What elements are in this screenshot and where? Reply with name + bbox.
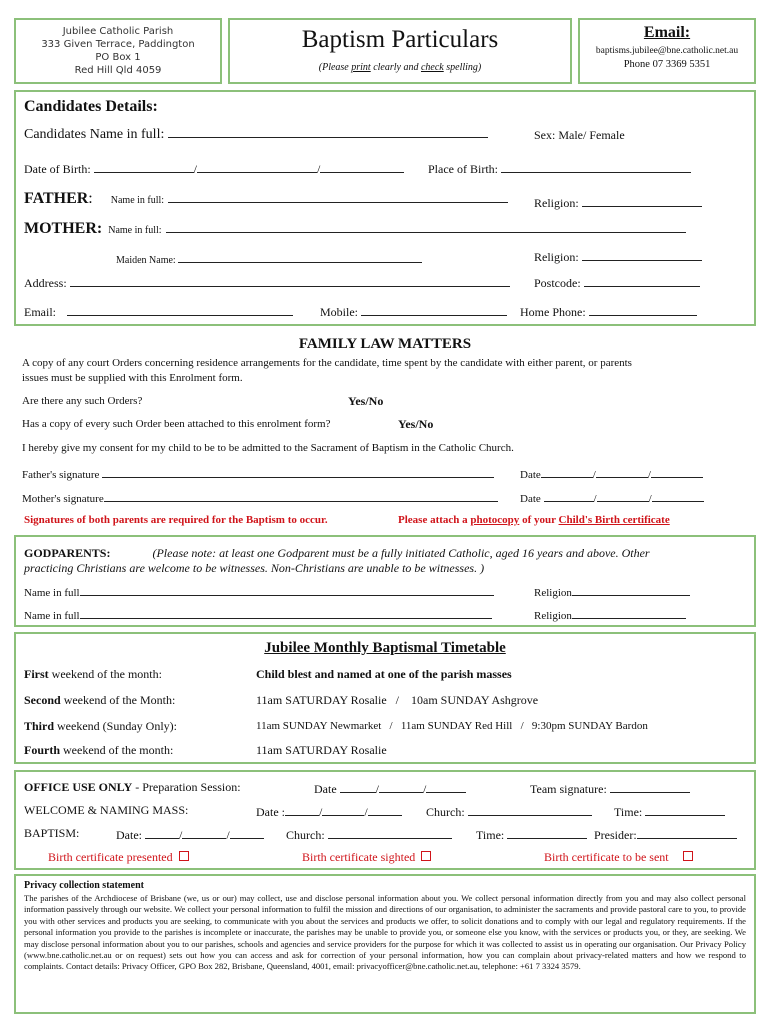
page-subtitle: (Please print clearly and check spelling) bbox=[318, 62, 482, 73]
parish-name: Jubilee Catholic Parish bbox=[62, 26, 174, 37]
email-field[interactable] bbox=[67, 303, 293, 316]
office-prep-date: Date / / bbox=[314, 780, 466, 797]
address-row: Address: bbox=[24, 274, 510, 291]
family-law-para-line1: A copy of any court Orders concerning residence arrangements for the candidate, time spent by the candidate with either parent, or parents bbox=[22, 357, 632, 369]
cert-sent-checkbox[interactable] bbox=[683, 851, 693, 861]
baptism-church-field[interactable] bbox=[328, 826, 452, 839]
godparent2-religion-field[interactable] bbox=[572, 606, 686, 619]
prep-date-day[interactable] bbox=[340, 780, 376, 793]
timetable-section bbox=[14, 632, 756, 764]
page-title: Baptism Particulars bbox=[301, 26, 499, 53]
mother-row: MOTHER: Name in full: bbox=[24, 220, 686, 238]
office-prep-row: OFFICE USE ONLY - Preparation Session: bbox=[24, 780, 241, 794]
dob-row: Date of Birth: / / bbox=[24, 160, 404, 177]
postcode-field[interactable] bbox=[584, 274, 700, 287]
welcome-date-year[interactable] bbox=[368, 803, 402, 816]
homephone-field[interactable] bbox=[589, 303, 697, 316]
baptism-presider-field[interactable] bbox=[637, 826, 737, 839]
mother-date-year[interactable] bbox=[652, 489, 704, 502]
mother-signature-field[interactable] bbox=[104, 489, 498, 502]
contact-email[interactable]: baptisms.jubilee@bne.catholic.net.au bbox=[595, 46, 739, 56]
candidate-name-field[interactable] bbox=[168, 125, 488, 138]
signatures-warning: Signatures of both parents are required for the Baptism to occur. bbox=[24, 514, 328, 526]
title-box bbox=[228, 18, 572, 84]
mother-religion-field[interactable] bbox=[582, 248, 702, 261]
privacy-heading: Privacy collection statement bbox=[24, 880, 144, 891]
sex-field[interactable]: Sex: Male/ Female bbox=[534, 128, 625, 142]
timetable-detail-fourth: 11am SATURDAY Rosalie bbox=[256, 743, 387, 757]
father-signature-field[interactable] bbox=[102, 465, 494, 478]
welcome-time-field[interactable] bbox=[645, 803, 725, 816]
dob-year-field[interactable] bbox=[320, 160, 404, 173]
candidates-heading: Candidates Details: bbox=[24, 98, 158, 115]
office-baptism-date: Date: / / bbox=[116, 826, 264, 843]
copy-answer[interactable]: Yes/No bbox=[398, 417, 434, 431]
father-row: FATHER: Name in full: bbox=[24, 190, 508, 208]
parish-address-line3: Red Hill Qld 4059 bbox=[74, 65, 162, 76]
baptism-date-day[interactable] bbox=[145, 826, 179, 839]
godparent2-row: Name in full bbox=[24, 606, 492, 622]
timetable-row-fourth: Fourth weekend of the month: bbox=[24, 743, 174, 757]
godparent1-name-field[interactable] bbox=[80, 583, 494, 596]
family-law-para-line2: issues must be supplied with this Enrolment form. bbox=[22, 372, 243, 384]
contact-phone: Phone 07 3369 5351 bbox=[623, 59, 711, 70]
cert-presented-checkbox[interactable] bbox=[179, 851, 189, 861]
father-date-month[interactable] bbox=[596, 465, 648, 478]
godparent2-religion-row: Religion bbox=[534, 606, 686, 622]
office-team-signature: Team signature: bbox=[530, 780, 690, 797]
pob-field[interactable] bbox=[501, 160, 691, 173]
office-baptism-church: Church: bbox=[286, 826, 452, 843]
photocopy-warning: Please attach a photocopy of your Child's Birth certificate bbox=[398, 514, 670, 526]
welcome-church-field[interactable] bbox=[468, 803, 592, 816]
timetable-detail-second: 11am SATURDAY Rosalie / 10am SUNDAY Ashgrove bbox=[256, 693, 539, 707]
orders-question: Are there any such Orders? bbox=[22, 395, 143, 407]
father-date-year[interactable] bbox=[651, 465, 703, 478]
dob-month-field[interactable] bbox=[197, 160, 317, 173]
postcode-row: Postcode: bbox=[534, 274, 700, 291]
office-use-section bbox=[14, 770, 756, 870]
contact-box bbox=[578, 18, 756, 84]
parish-address-box bbox=[14, 18, 222, 84]
father-signature-row: Father's signature bbox=[22, 465, 494, 481]
timetable-heading: Jubilee Monthly Baptismal Timetable bbox=[264, 640, 506, 656]
address-field[interactable] bbox=[70, 274, 510, 287]
office-welcome-church: Church: bbox=[426, 803, 592, 820]
orders-answer[interactable]: Yes/No bbox=[348, 394, 384, 408]
office-baptism-label: BAPTISM: bbox=[24, 826, 80, 840]
prep-date-year[interactable] bbox=[426, 780, 466, 793]
homephone-row: Home Phone: bbox=[520, 303, 697, 320]
godparent1-religion-row: Religion bbox=[534, 583, 690, 599]
parish-address-line2: PO Box 1 bbox=[95, 52, 141, 63]
timetable-row-third: Third weekend (Sunday Only): bbox=[24, 719, 177, 733]
godparents-section bbox=[14, 535, 756, 627]
godparent1-row: Name in full bbox=[24, 583, 494, 599]
team-signature-field[interactable] bbox=[610, 780, 690, 793]
privacy-section bbox=[14, 874, 756, 1014]
cert-presented-option[interactable]: Birth certificate presented bbox=[48, 850, 189, 865]
office-welcome-time: Time: bbox=[614, 803, 725, 820]
office-welcome-date: Date : / / bbox=[256, 803, 402, 820]
father-religion-field[interactable] bbox=[582, 194, 702, 207]
maiden-name-field[interactable] bbox=[178, 250, 422, 263]
office-welcome-label: WELCOME & NAMING MASS: bbox=[24, 803, 189, 817]
copy-question: Has a copy of every such Order been attached to this enrolment form? bbox=[22, 418, 331, 430]
privacy-text: The parishes of the Archdiocese of Brisbane (we, us or our) may collect, use and disclose personal information about you. We collect personal information directly from you and may also collect personal information passively through our website. We collect your personal information to fulfil the mission and directions of our organisation, to administer the sacraments and provide pastoral care to you, to provide you with other services and products you are seeking, to communicate with you about the services and products we offer, to solicit donations and to comply with our legal and regulatory requirements. If the personal information you provide to the parishes is incomplete or inaccurate, the parishes may be unable to provide you, or someone else you know, with the services or products you, or they, are seeking. We may disclose personal information about you to our parishes, schools and agencies and service providers for the purpose for which it was collected to assist us in operating our organisation. Our Privacy Policy (www.bne.catholic.net.au or on request) sets out how you can access and ask for correction of your personal information, how you can complain about privacy-related matters and how we respond to complaints. Contact details: Privacy Officer, GPO Box 282, Brisbane, Queensland, 4001, email: privacyofficer@bne.catholic.net.au, telephone: +61 7 3324 3579. bbox=[24, 893, 746, 972]
dob-day-field[interactable] bbox=[94, 160, 194, 173]
baptism-date-year[interactable] bbox=[230, 826, 264, 839]
father-name-field[interactable] bbox=[168, 190, 508, 203]
cert-sent-option[interactable]: Birth certificate to be sent bbox=[544, 850, 693, 865]
cert-sighted-checkbox[interactable] bbox=[421, 851, 431, 861]
mobile-row: Mobile: bbox=[320, 303, 507, 320]
office-baptism-time: Time: bbox=[476, 826, 587, 843]
father-religion-row: Religion: bbox=[534, 194, 702, 211]
prep-date-month[interactable] bbox=[379, 780, 423, 793]
baptism-time-field[interactable] bbox=[507, 826, 587, 839]
office-baptism-presider: Presider: bbox=[594, 826, 737, 843]
godparents-heading-row: GODPARENTS: (Please note: at least one Godparent must be a fully initiated Catholic, aged 16 years and above. Other bbox=[24, 546, 650, 560]
mother-date-month[interactable] bbox=[597, 489, 649, 502]
mother-religion-row: Religion: bbox=[534, 248, 702, 265]
email-row: Email: bbox=[24, 303, 293, 320]
welcome-date-month[interactable] bbox=[322, 803, 364, 816]
candidates-section bbox=[14, 90, 756, 326]
godparents-note-line2: practicing Christians are welcome to be witnesses. Non-Christians are unable to be witnesses. ) bbox=[24, 561, 485, 575]
pob-row: Place of Birth: bbox=[428, 160, 691, 177]
cert-sighted-option[interactable]: Birth certificate sighted bbox=[302, 850, 431, 865]
mother-signature-row: Mother's signature bbox=[22, 489, 498, 505]
candidate-name-row: Candidates Name in full: bbox=[24, 125, 488, 143]
father-date-day[interactable] bbox=[541, 465, 593, 478]
godparent2-name-field[interactable] bbox=[80, 606, 492, 619]
mobile-field[interactable] bbox=[361, 303, 507, 316]
mother-date-day[interactable] bbox=[544, 489, 594, 502]
email-heading: Email: bbox=[643, 24, 691, 41]
mother-name-field[interactable] bbox=[166, 220, 686, 233]
mother-date-row: Date / / bbox=[520, 489, 704, 505]
timetable-detail-third: 11am SUNDAY Newmarket / 11am SUNDAY Red Hill / 9:30pm SUNDAY Bardon bbox=[256, 720, 648, 732]
godparent1-religion-field[interactable] bbox=[572, 583, 690, 596]
maiden-row: Maiden Name: bbox=[116, 250, 422, 266]
parish-address-line1: 333 Given Terrace, Paddington bbox=[41, 39, 195, 50]
consent-statement: I hereby give my consent for my child to be to be admitted to the Sacrament of Baptism in the Catholic Church. bbox=[22, 442, 514, 454]
father-date-row: Date / / bbox=[520, 465, 703, 481]
family-law-heading: FAMILY LAW MATTERS bbox=[298, 336, 472, 352]
timetable-row-first: First weekend of the month: bbox=[24, 667, 162, 681]
baptism-date-month[interactable] bbox=[182, 826, 226, 839]
timetable-row-second: Second weekend of the Month: bbox=[24, 693, 176, 707]
welcome-date-day[interactable] bbox=[285, 803, 319, 816]
timetable-detail-first: Child blest and named at one of the parish masses bbox=[256, 667, 512, 681]
